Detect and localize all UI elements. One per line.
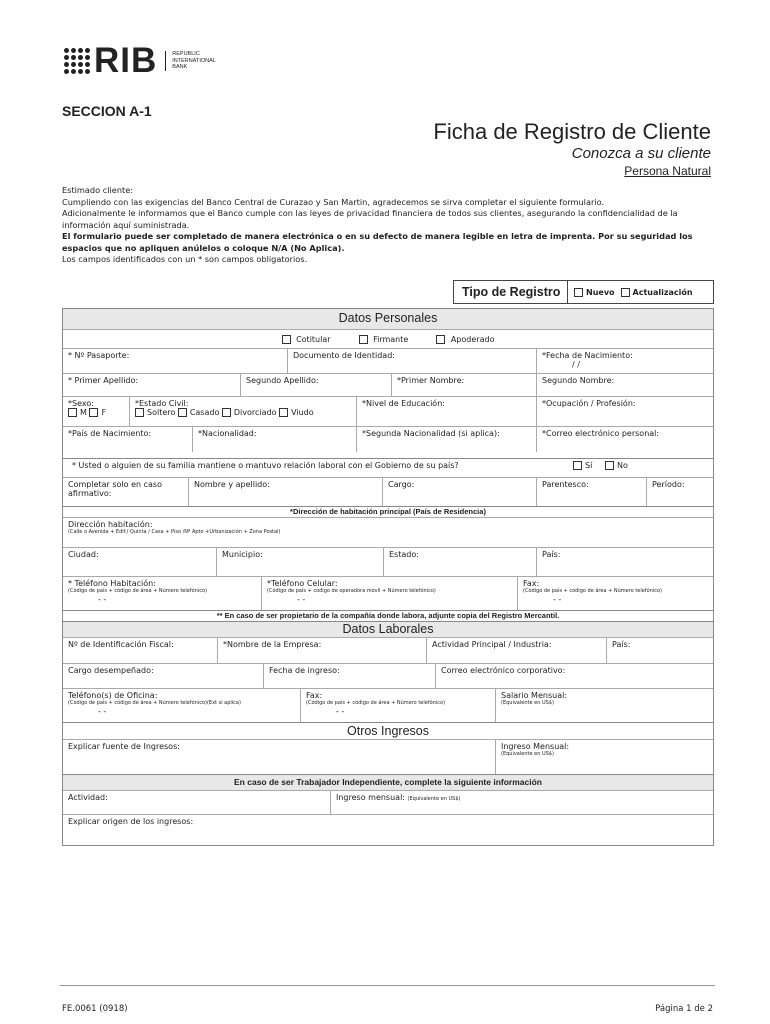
section-label: SECCION A-1 (62, 103, 152, 119)
occupation-field[interactable]: *Ocupación / Profesión: (542, 399, 636, 408)
position-row (63, 663, 713, 688)
second-surname-field[interactable]: Segundo Apellido: (241, 374, 392, 396)
registration-type (453, 280, 714, 304)
labor-data-header: Datos Laborales (63, 621, 713, 637)
city-row (63, 547, 713, 576)
actualizacion-option[interactable]: Actualización (621, 288, 693, 297)
home-address-field[interactable]: Dirección habitación: (Calle o Avenida + Edif./ Quinta / Casa + Piso /Nº Apto +Urbanización + Zona Postal) (68, 520, 281, 535)
income-origin-field[interactable]: Explicar origen de los ingresos: (68, 817, 194, 826)
registration-type-label: Tipo de Registro (454, 281, 568, 303)
checkbox-icon[interactable] (282, 335, 291, 344)
person-type: Persona Natural (624, 164, 711, 178)
home-phone-field[interactable]: * Teléfono Habitación: (Código de país + código de área + Número telefónico) - - (63, 577, 262, 610)
page-number: Página 1 de 2 (655, 1004, 713, 1014)
first-name-field[interactable]: *Primer Nombre: (392, 374, 537, 396)
footer-divider (60, 985, 715, 986)
tax-id-field[interactable]: Nº de Identificación Fiscal: (63, 638, 218, 663)
state-field[interactable]: Estado: (384, 548, 537, 576)
names-row (63, 373, 713, 396)
office-phone-field[interactable]: Teléfono(s) de Oficina: (Código de país + código de área + Número telefónico)(Ext si aplica) - - (63, 689, 301, 722)
origin-row (63, 814, 713, 845)
position-field[interactable]: Cargo desempeñado: (63, 664, 264, 688)
company-country-field[interactable]: País: (612, 640, 631, 649)
civil-status-field[interactable]: *Estado Civil: Soltero Casado Divorciado Viudo (130, 397, 357, 426)
government-question: * Usted o alguien de su familia mantiene o mantuvo relación laboral con el Gobierno de su país? (72, 461, 459, 470)
logo-dots-icon (64, 48, 90, 74)
nationality-row (63, 426, 713, 452)
office-fax-field[interactable]: Fax: (Código de país + código de área + Número telefónico) - - (301, 689, 496, 722)
second-name-field[interactable]: Segundo Nombre: (542, 376, 615, 385)
address-row (63, 517, 713, 547)
client-form (62, 308, 714, 846)
fax-field[interactable]: Fax: (Código de país + código de área + Número telefónico) - - (523, 579, 662, 604)
salary-field[interactable]: Salario Mensual: (Equivalente en US$) (501, 691, 568, 706)
form-code: FE.0061 (0918) (62, 1004, 128, 1014)
checkbox-icon[interactable] (621, 288, 630, 297)
independent-income-field[interactable]: Ingreso mensual: (Equivalente en US$) (336, 793, 461, 802)
phone-row (63, 576, 713, 610)
company-name-field[interactable]: *Nombre de la Empresa: (218, 638, 427, 663)
mobile-phone-field[interactable]: *Teléfono Celular: (Código de país + código de operadora móvil + Número telefónico) - - (262, 577, 518, 610)
apoderado-option[interactable]: Apoderado (436, 335, 494, 344)
personal-email-field[interactable]: *Correo electrónico personal: (542, 429, 660, 438)
government-answer[interactable]: Sí No (568, 459, 708, 477)
income-row (63, 739, 713, 774)
sex-field[interactable]: *Sexo: M F (63, 397, 130, 426)
independent-row (63, 790, 713, 814)
birth-date-field[interactable]: *Fecha de Nacimiento: / / (542, 351, 633, 369)
company-row (63, 637, 713, 663)
logo-text: RIB (94, 41, 158, 80)
roles-row (63, 329, 713, 348)
start-date-field[interactable]: Fecha de ingreso: (264, 664, 436, 688)
relative-position-field[interactable]: Cargo: (383, 478, 537, 506)
relation-row (63, 477, 713, 506)
complete-if-yes: Completar solo en caso afirmativo: (63, 478, 189, 506)
checkbox-icon[interactable] (574, 288, 583, 297)
second-nationality-field[interactable]: *Segunda Nacionalidad (si aplica): (357, 427, 537, 452)
owner-note: ** En caso de ser propietario de la compañía donde labora, adjunte copia del Registro Mercantil. (63, 610, 713, 621)
corporate-email-field[interactable]: Correo electrónico corporativo: (441, 666, 566, 675)
country-field[interactable]: País: (542, 550, 561, 559)
city-field[interactable]: Ciudad: (63, 548, 217, 576)
office-phone-row (63, 688, 713, 722)
independent-header: En caso de ser Trabajador Independiente, complete la siguiente información (63, 774, 713, 790)
firmante-option[interactable]: Firmante (359, 335, 409, 344)
passport-field[interactable]: * Nº Pasaporte: (63, 349, 288, 373)
cotitular-option[interactable]: Cotitular (282, 335, 331, 344)
checkbox-icon[interactable] (436, 335, 445, 344)
id-document-field[interactable]: Documento de Identidad: (288, 349, 537, 373)
government-row (63, 458, 713, 477)
period-field[interactable]: Período: (652, 480, 685, 489)
bank-name: REPUBLIC INTERNATIONAL BANK (165, 51, 216, 71)
form-subtitle: Conozca a su cliente (571, 145, 711, 162)
kinship-field[interactable]: Parentesco: (537, 478, 647, 506)
birth-country-field[interactable]: *País de Nacimiento: (63, 427, 193, 452)
address-header: *Dirección de habitación principal (País de Residencia) (63, 506, 713, 517)
education-field[interactable]: *Nivel de Educación: (357, 397, 537, 426)
intro-text: Estimado cliente: Cumpliendo con las exigencias del Banco Central de Curazao y San Martin, agradecemos se sirva completar el siguiente formulario. Adicionalmente le informamos que el Banco cumple con las leyes de privacidad financiera de todos sus clientes, asegurando la confidencialidad de la información aquí suministrada. El formulario puede ser completado de manera electrónica o en su defecto de manera legible en letra de imprenta. Por su seguridad los espacios que no apliquen anúlelos o coloque N/A (No Aplica). Los campos identificados con un * son campos obligatorios. (62, 185, 693, 264)
personal-data-header: Datos Personales (63, 309, 713, 329)
municipality-field[interactable]: Municipio: (217, 548, 384, 576)
income-source-field[interactable]: Explicar fuente de Ingresos: (63, 740, 496, 774)
activity-field[interactable]: Actividad: (63, 791, 331, 814)
relative-name-field[interactable]: Nombre y apellido: (189, 478, 383, 506)
first-surname-field[interactable]: * Primer Apellido: (63, 374, 241, 396)
checkbox-icon[interactable] (359, 335, 368, 344)
status-row (63, 396, 713, 426)
nationality-field[interactable]: *Nacionalidad: (193, 427, 357, 452)
id-row (63, 348, 713, 373)
form-title: Ficha de Registro de Cliente (433, 119, 711, 144)
nuevo-option[interactable]: Nuevo (574, 288, 615, 297)
industry-field[interactable]: Actividad Principal / Industria: (427, 638, 607, 663)
other-income-header: Otros Ingresos (63, 722, 713, 739)
monthly-income-field[interactable]: Ingreso Mensual: (Equivalente en US$) (501, 742, 570, 757)
bank-logo (64, 41, 216, 80)
